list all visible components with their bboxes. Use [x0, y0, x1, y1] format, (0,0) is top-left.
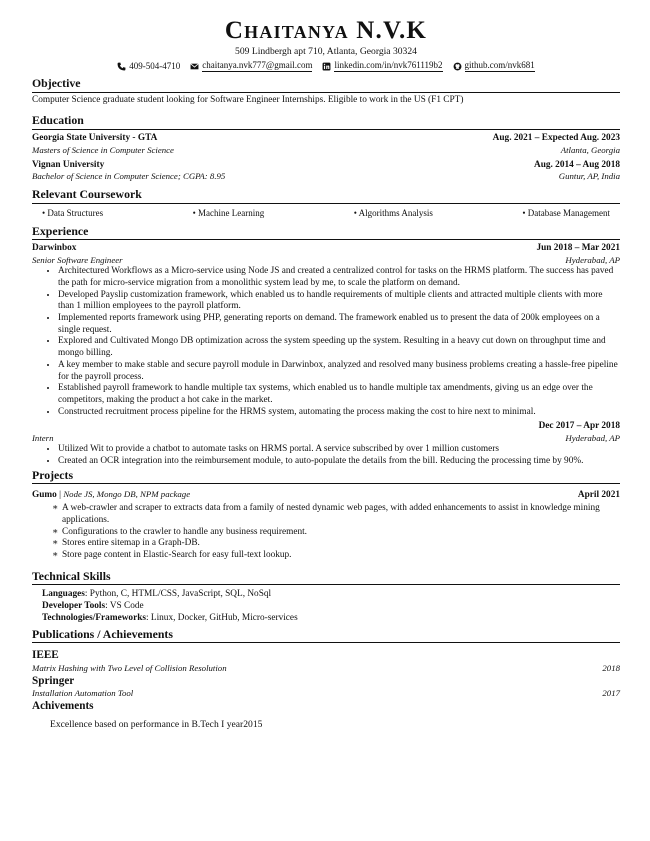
company-name: Darwinbox	[32, 243, 77, 254]
role-dates: Jun 2018 – Mar 2021	[536, 243, 620, 254]
phone-number: 409-504-4710	[129, 61, 181, 72]
resume-page	[32, 18, 620, 731]
objective-text: Computer Science graduate student looking for Software Engineer Internships. Eligible to work in the US (F1 CPT)	[32, 95, 464, 106]
coursework-heading: Relevant Coursework	[32, 187, 620, 204]
publication-entry	[32, 648, 620, 673]
publication-entry	[32, 674, 620, 699]
project-stack: Node JS, Mongo DB, NPM package	[63, 489, 191, 500]
publication-title: Matrix Hashing with Two Level of Collision Resolution	[32, 662, 227, 673]
education-section	[32, 113, 620, 182]
envelope-icon	[190, 62, 199, 71]
publication-year: 2018	[602, 662, 620, 673]
project-name: Gumo	[32, 490, 57, 501]
skills-heading: Technical Skills	[32, 569, 620, 586]
email-contact[interactable]	[190, 61, 312, 72]
github-contact[interactable]	[453, 61, 535, 72]
education-entry	[32, 160, 620, 183]
role-title: Intern	[32, 433, 54, 444]
list-item: ∗ Stores entire sitemap in a Graph-DB.	[52, 538, 620, 550]
experience-heading: Experience	[32, 224, 620, 241]
school-name: Georgia State University - GTA	[32, 132, 158, 143]
list-item: ∗ Configurations to the crawler to handle any business requirement.	[52, 527, 620, 539]
achievement-text: Excellence based on performance in B.Tech I year2015	[50, 718, 263, 730]
contact-bar	[32, 61, 620, 72]
role-dates: Dec 2017 – Apr 2018	[538, 421, 620, 432]
skill-label: Languages	[42, 589, 85, 600]
course-item: • Algorithms Analysis	[354, 208, 433, 219]
publications-heading: Publications / Achievements	[32, 627, 620, 644]
phone-contact[interactable]	[117, 61, 180, 72]
list-item: • Developed Payslip customization framework, which enabled us to handle requirements of multiple clients and attracted multiple clients with more than 1 million employees to the payroll platform.	[58, 290, 620, 313]
publication-org: IEEE	[32, 649, 59, 662]
education-dates: Aug. 2021 – Expected Aug. 2023	[492, 132, 620, 143]
publication-title: Installation Automation Tool	[32, 687, 134, 698]
publications-section	[32, 627, 620, 731]
list-item: • Established payroll framework to handle multiple tax systems, which enabled us to handle multiple tax amendments, giving us an edge over the competitors, making the product a hot cake in the market.	[58, 383, 620, 406]
github-icon	[453, 62, 462, 71]
course-item: • Database Management	[522, 208, 610, 219]
role-title: Senior Software Engineer	[32, 255, 123, 266]
skills-section	[32, 569, 620, 625]
objective-heading: Objective	[32, 76, 620, 93]
list-item: • Utilized Wit to provide a chatbot to automate tasks on HRMS portal. A service subscribed by over 1 million customers	[58, 444, 620, 456]
list-item: • Architectured Workflows as a Micro-service using Node JS and created a centralized control for tasks on the HRMS platform. The success has paved the path for micro-service migration from a monolithic system lead by me, to scale the platform on demand.	[58, 266, 620, 289]
projects-section	[32, 468, 620, 562]
list-item: ∗ A web-crawler and scraper to extracts data from a family of nested dynamic web pages, with added enhancements to assist in knowledge mining applications.	[52, 503, 620, 526]
education-dates: Aug. 2014 – Aug 2018	[533, 159, 620, 170]
phone-icon	[117, 62, 126, 71]
skills-list	[32, 589, 620, 624]
project-date: April 2021	[577, 490, 620, 501]
role-bullets	[32, 444, 620, 467]
skill-value: : Linux, Docker, GitHub, Micro-services	[145, 612, 298, 623]
list-item: • Explored and Cultivated Mongo DB optimization across the system speeding up the system. Resulting in a heavy cut down on throughput time and mongo billing.	[58, 336, 620, 359]
coursework-section	[32, 187, 620, 219]
candidate-name: Chaitanya N.V.K	[224, 17, 428, 44]
skill-value: : VS Code	[105, 601, 144, 612]
linkedin-icon	[322, 62, 331, 71]
experience-section	[32, 224, 620, 468]
project-bullets	[32, 503, 620, 562]
education-location: Guntur, AP, India	[558, 171, 620, 182]
list-item: • Created an OCR integration into the reimbursement module, to auto-populate the details from the bill. Reducing the processing time by 90%.	[58, 456, 620, 468]
skill-value: : Python, C, HTML/CSS, JavaScript, SQL, NoSql	[84, 589, 272, 600]
linkedin-link[interactable]: linkedin.com/in/nvk761119b2	[334, 60, 443, 71]
objective-section	[32, 76, 620, 107]
degree: Masters of Science in Computer Science	[32, 144, 174, 155]
skill-label: Technologies/Frameworks	[42, 612, 146, 623]
github-link[interactable]: github.com/nvk681	[464, 60, 535, 71]
list-item: • Implemented reports framework using PHP, generating reports on demand. The framework enabled us to present the data of 200k employees on a single request.	[58, 313, 620, 336]
publication-year: 2017	[602, 687, 620, 698]
skill-label: Developer Tools	[42, 601, 106, 612]
role-location: Hyderabad, AP	[565, 255, 620, 266]
course-item: • Machine Learning	[193, 208, 265, 219]
role-bullets	[32, 266, 620, 418]
achievements-heading: Achivements	[32, 699, 94, 712]
email-link[interactable]: chaitanya.nvk777@gmail.com	[202, 60, 313, 71]
education-location: Atlanta, Georgia	[560, 144, 620, 155]
role-location: Hyderabad, AP	[565, 433, 620, 444]
education-entry	[32, 133, 620, 156]
list-item: ∗ Store page content in Elastic-Search for easy full-text lookup.	[52, 550, 620, 562]
education-heading: Education	[32, 113, 620, 130]
degree: Bachelor of Science in Computer Science; CGPA: 8.95	[32, 171, 226, 182]
list-item: • A key member to make stable and secure payroll module in Darwinbox, analyzed and resolved many business problems creating a hassle-free pipeline for the payroll process.	[58, 360, 620, 383]
projects-heading: Projects	[32, 468, 620, 485]
list-item: • Constructed recruitment process pipeline for the HRMS system, automating the process making the cost to hire next to minimal.	[58, 407, 620, 419]
address: 509 Lindbergh apt 710, Atlanta, Georgia 30324	[235, 46, 417, 57]
publication-org: Springer	[32, 674, 75, 687]
school-name: Vignan University	[32, 159, 105, 170]
linkedin-contact[interactable]	[322, 61, 442, 72]
course-item: • Data Structures	[42, 208, 103, 219]
project-separator: |	[59, 490, 64, 501]
coursework-list	[32, 208, 620, 219]
